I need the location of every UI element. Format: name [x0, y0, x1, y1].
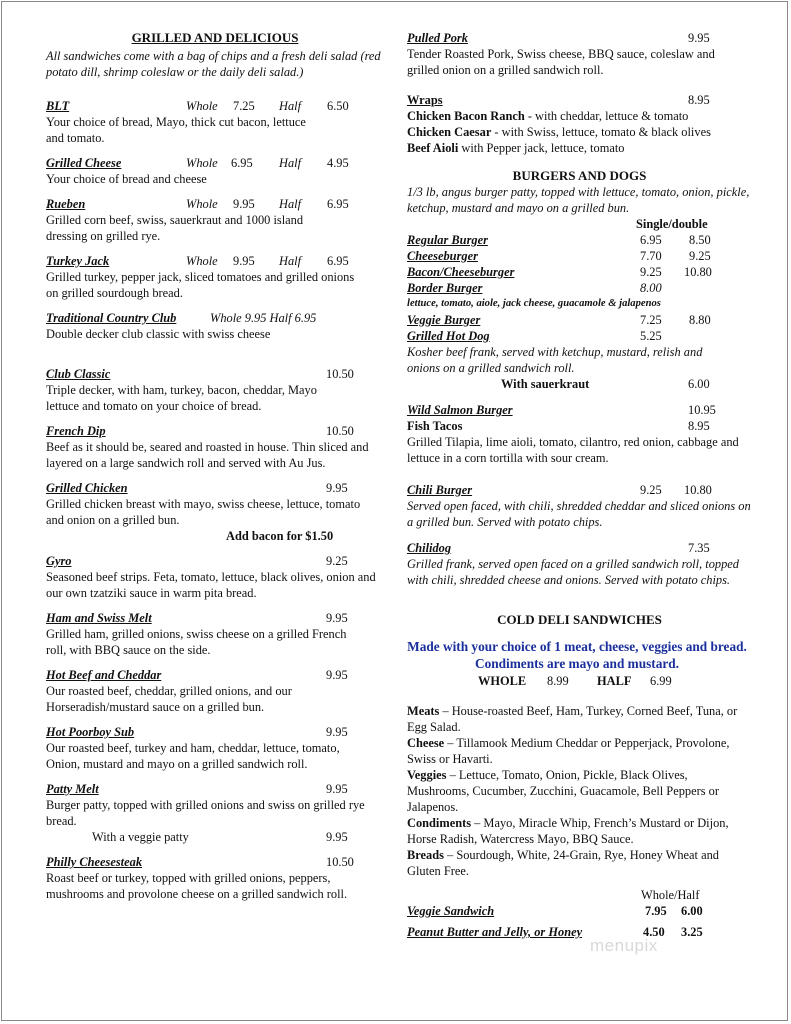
item-desc: Our roasted beef, cheddar, grilled onions, and our Horseradish/mustard sauce on a grilled bun.: [46, 684, 292, 714]
right-column: [407, 30, 752, 940]
whole-price: 7.95: [645, 904, 667, 918]
item-price: 7.35: [688, 541, 710, 555]
item-price: 9.95: [326, 782, 348, 796]
wrap-chicken-caesar: [407, 124, 727, 140]
double-price: 10.80: [684, 483, 712, 497]
whole-price: 6.95: [231, 156, 253, 170]
deli-section-title: COLD DELI SANDWICHES: [497, 612, 662, 627]
whole-price: 7.25: [233, 99, 255, 113]
burger-row: [407, 248, 752, 264]
item-name: Chilidog: [407, 541, 452, 555]
grilled-intro: All sandwiches come with a bag of chips and a fresh deli salad (red potato dill, shrimp coleslaw or the daily deli salad.): [46, 49, 381, 79]
menu-item-rueben: [46, 196, 384, 244]
item-price: 8.95: [688, 93, 710, 107]
deli-veggies: [407, 767, 749, 815]
half-label: HALF: [597, 674, 632, 688]
burger-list: [407, 232, 752, 296]
half-price: 6.95: [327, 254, 349, 268]
half-price: 4.95: [327, 156, 349, 170]
single-price: 9.25: [640, 483, 662, 497]
menu-item-grilled-chicken: [46, 480, 384, 544]
half-price: 6.00: [681, 904, 703, 918]
menu-item-poorboy: [46, 724, 384, 772]
left-column: [46, 30, 384, 902]
sauerkraut-option: With sauerkraut: [501, 377, 590, 391]
half-label: Half: [279, 156, 302, 170]
double-price: 9.25: [689, 249, 711, 263]
option-label: Meats: [407, 704, 440, 718]
option-text: – Mayo, Miracle Whip, French’s Mustard or Dijon, Horse Radish, Watercress Mayo, BBQ Sauce.: [407, 816, 729, 846]
veggie-patty-price: 9.95: [326, 830, 348, 844]
whole-label: WHOLE: [478, 674, 527, 688]
menu-item-pbj: [407, 924, 752, 940]
whole-label: Whole: [186, 99, 218, 113]
menu-item-hot-beef: [46, 667, 384, 715]
item-name: BLT: [46, 99, 70, 113]
item-price: 9.95: [326, 481, 348, 495]
menu-item-philly: [46, 854, 384, 902]
menu-item-patty-melt: [46, 781, 384, 845]
item-price: 9.25: [326, 554, 348, 568]
menu-item-ham-swiss: [46, 610, 384, 658]
menu-item-pulled-pork: [407, 30, 752, 78]
menupix-watermark: menupix: [590, 936, 658, 955]
wrap-desc: - with cheddar, lettuce & tomato: [524, 109, 689, 123]
half-price: 6.99: [650, 674, 672, 688]
menu-item-chilidog: [407, 540, 752, 588]
deli-meats: [407, 703, 749, 735]
single-price: 8.00: [640, 281, 662, 295]
item-desc: Your choice of bread and cheese: [46, 172, 207, 186]
menu-item-gyro: [46, 553, 384, 601]
item-price: 9.95: [326, 725, 348, 739]
option-text: – House-roasted Beef, Ham, Turkey, Corned Beef, Tuna, or Egg Salad.: [407, 704, 738, 734]
item-desc: Grilled Tilapia, lime aioli, tomato, cilantro, red onion, cabbage and lettuce in a corn tortilla with sour cream.: [407, 435, 739, 465]
menu-item-chili-burger: [407, 482, 752, 530]
single-price: 9.25: [640, 265, 662, 279]
sauerkraut-price: 6.00: [688, 377, 710, 391]
item-desc: Grilled chicken breast with mayo, swiss cheese, lettuce, tomato and onion on a grilled bun.: [46, 497, 361, 527]
deli-intro: Made with your choice of 1 meat, cheese, veggies and bread. Condiments are mayo and mustard.: [407, 639, 747, 671]
half-price: 3.25: [681, 925, 703, 939]
item-desc: Burger patty, topped with grilled onions and swiss on grilled rye bread.: [46, 798, 365, 828]
option-label: Cheese: [407, 736, 445, 750]
item-name: Veggie Sandwich: [407, 904, 495, 918]
item-price: 9.95: [326, 611, 348, 625]
item-desc: Grilled corn beef, swiss, sauerkraut and 1000 island dressing on grilled rye.: [46, 213, 304, 243]
menu-item-french-dip: [46, 423, 384, 471]
item-desc: Our roasted beef, turkey and ham, cheddar, lettuce, tomato,: [46, 741, 340, 755]
option-label: Condiments: [407, 816, 472, 830]
item-desc: Double decker club classic with swiss cheese: [46, 327, 271, 341]
item-name: Regular Burger: [407, 233, 488, 247]
half-label: Half: [279, 197, 302, 211]
whole-price: 4.50: [643, 925, 665, 939]
item-name: Grilled Chicken: [46, 481, 128, 495]
item-desc: Beef as it should be, seared and roasted in house. Thin sliced and layered on a large sandwich roll and served with Au Jus.: [46, 440, 369, 470]
veggie-patty-option: With a veggie patty: [92, 830, 189, 844]
half-label: Half: [279, 99, 302, 113]
item-name: Hot Beef and Cheddar: [46, 668, 162, 682]
menu-item-veggie-burger: [407, 312, 752, 328]
whole-price: 9.95: [233, 254, 255, 268]
bacon-addon: Add bacon for $1.50: [226, 529, 334, 543]
item-price: 10.50: [326, 367, 354, 381]
item-name: Chili Burger: [407, 483, 473, 497]
item-name: Grilled Cheese: [46, 156, 122, 170]
option-label: Veggies: [407, 768, 447, 782]
wrap-desc: with Pepper jack, lettuce, tomato: [458, 141, 625, 155]
option-text: – Lettuce, Tomato, Onion, Pickle, Black Olives, Mushrooms, Cucumber, Zucchini, Guacamole, Bell Peppers or Jalapenos.: [407, 768, 719, 814]
double-price: 8.80: [689, 313, 711, 327]
item-price: 5.25: [640, 329, 662, 343]
menu-item-wraps: [407, 92, 752, 156]
item-name: French Dip: [46, 424, 106, 438]
item-desc: Served open faced, with chili, shredded cheddar and sliced onions on a grilled bun. Served with potato chips.: [407, 499, 751, 529]
item-desc: Seasoned beef strips. Feta, tomato, lettuce, black olives, onion and our own tzatziki sauce in warm pita bread.: [46, 570, 376, 600]
burger-row: [407, 232, 752, 248]
menu-item-hot-dog: [407, 328, 752, 392]
item-name: Hot Poorboy Sub: [46, 725, 135, 739]
whole-price: 8.99: [547, 674, 569, 688]
item-name: Ham and Swiss Melt: [46, 611, 152, 625]
whole-label: Whole: [186, 254, 218, 268]
burger-row: [407, 280, 752, 296]
half-label: Half: [279, 254, 302, 268]
item-price: Whole 9.95 Half 6.95: [210, 311, 317, 325]
single-price: 6.95: [640, 233, 662, 247]
item-name: Wild Salmon Burger: [407, 403, 513, 417]
item-name: Wraps: [407, 93, 443, 107]
deli-breads: [407, 847, 749, 879]
whole-price: 9.95: [233, 197, 255, 211]
item-desc: Kosher beef frank, served with ketchup, mustard, relish and onions on a grilled sandwich roll.: [407, 345, 703, 375]
item-price: 9.95: [326, 668, 348, 682]
item-name: Grilled Hot Dog: [407, 329, 490, 343]
menu-item-turkey-jack: [46, 253, 384, 301]
menu-item-club-classic: [46, 366, 384, 414]
item-name: Veggie Burger: [407, 313, 481, 327]
menu-item-fish-tacos: [407, 418, 752, 466]
item-desc: Grilled ham, grilled onions, swiss cheese on a grilled French roll, with BBQ sauce on the side.: [46, 627, 347, 657]
wrap-name: Chicken Caesar: [407, 125, 492, 139]
burgers-section-title: BURGERS AND DOGS: [512, 168, 647, 183]
deli-cheese: [407, 735, 749, 767]
whole-half-header: Whole/Half: [641, 888, 700, 902]
item-name: Bacon/Cheeseburger: [407, 265, 515, 279]
item-name: Philly Cheesesteak: [46, 855, 143, 869]
item-price: 10.50: [326, 424, 354, 438]
item-desc: Grilled turkey, pepper jack, sliced tomatoes and grilled onions on grilled sourdough bread.: [46, 270, 355, 300]
item-price: 9.95: [688, 31, 710, 45]
menu-item-grilled-cheese: [46, 155, 384, 187]
menu-item-blt: [46, 98, 384, 146]
half-price: 6.50: [327, 99, 349, 113]
wrap-chicken-bacon-ranch: [407, 108, 752, 124]
item-desc: Grilled frank, served open faced on a grilled sandwich roll, topped with chili, shredded cheese and onions. Served with potato chips.: [407, 557, 739, 587]
item-name: Peanut Butter and Jelly, or Honey: [407, 925, 583, 939]
item-name: Cheeseburger: [407, 249, 478, 263]
item-name: Gyro: [46, 554, 72, 568]
single-price: 7.25: [640, 313, 662, 327]
wrap-name: Beef Aioli: [407, 141, 459, 155]
item-name: Patty Melt: [46, 782, 99, 796]
wrap-name: Chicken Bacon Ranch: [407, 109, 525, 123]
option-text: – Sourdough, White, 24-Grain, Rye, Honey Wheat and Gluten Free.: [407, 848, 719, 878]
half-price: 6.95: [327, 197, 349, 211]
deli-price-row: [407, 673, 752, 689]
burger-row: [407, 264, 752, 280]
item-name: Club Classic: [46, 367, 111, 381]
item-price: 10.95: [688, 403, 716, 417]
item-desc: Your choice of bread, Mayo, thick cut bacon, lettuce and tomato.: [46, 115, 306, 145]
double-price: 8.50: [689, 233, 711, 247]
item-name: Turkey Jack: [46, 254, 110, 268]
border-burger-note: lettuce, tomato, aiole, jack cheese, guacamole & jalapenos: [407, 298, 661, 309]
double-price: 10.80: [684, 265, 712, 279]
wrap-beef-aioli: [407, 140, 752, 156]
single-double-header: Single/double: [636, 217, 708, 231]
menu-item-country-club: [46, 310, 384, 342]
item-desc: Triple decker, with ham, turkey, bacon, cheddar, Mayo lettuce and tomato on your choice of bread.: [46, 383, 317, 413]
menu-item-veggie-sandwich: [407, 903, 752, 919]
option-label: Breads: [407, 848, 444, 862]
item-desc: Roast beef or turkey, topped with grilled onions, peppers, mushrooms and provolone cheese on a grilled sandwich roll.: [46, 871, 348, 901]
item-name: Fish Tacos: [407, 419, 463, 433]
item-name: Pulled Pork: [407, 31, 468, 45]
item-name: Rueben: [46, 197, 86, 211]
whole-label: Whole: [186, 156, 218, 170]
whole-label: Whole: [186, 197, 218, 211]
item-price: 8.95: [688, 419, 710, 433]
menu-item-salmon-burger: [407, 402, 752, 418]
option-text: – Tillamook Medium Cheddar or Pepperjack, Provolone, Swiss or Havarti.: [407, 736, 730, 766]
burgers-intro: 1/3 lb, angus burger patty, topped with lettuce, tomato, onion, pickle, ketchup, mustard and mayo on a grilled bun.: [407, 185, 750, 215]
deli-condiments: [407, 815, 749, 847]
item-name: Traditional Country Club: [46, 311, 177, 325]
item-name: Border Burger: [407, 281, 483, 295]
item-desc: Tender Roasted Pork, Swiss cheese, BBQ sauce, coleslaw and grilled onion on a grilled sandwich roll.: [407, 47, 715, 77]
grilled-section-title: GRILLED AND DELICIOUS: [131, 30, 299, 45]
item-desc-2: Onion, mustard and mayo on a grilled sandwich roll.: [46, 757, 308, 771]
item-price: 10.50: [326, 855, 354, 869]
wrap-desc: - with Swiss, lettuce, tomato & black olives: [491, 125, 711, 139]
single-price: 7.70: [640, 249, 662, 263]
